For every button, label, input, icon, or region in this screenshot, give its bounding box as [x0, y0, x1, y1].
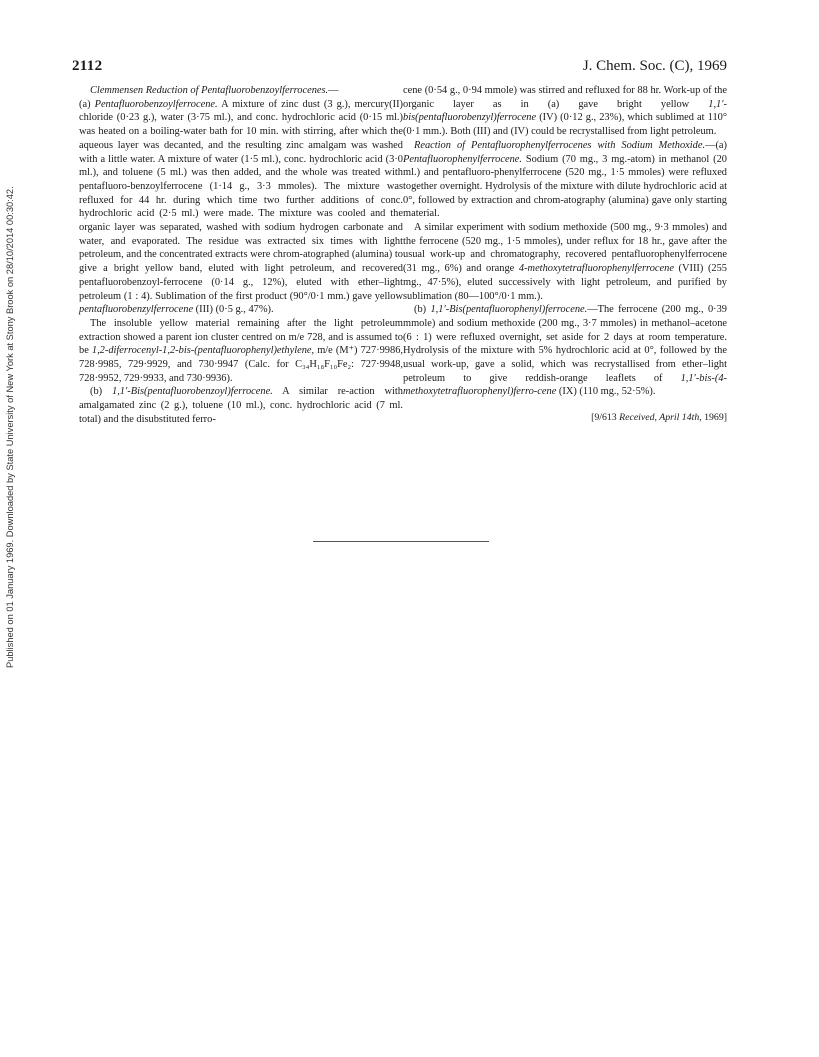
product-name: 4-methoxytetrafluorophenylferrocene: [518, 263, 674, 275]
paragraph-methoxide-a: Reaction of Pentafluorophenylferrocenes with Sodium Methoxide.—(a) Pentafluorophenylferrocene. Sodium (70 mg., 3 mg.-atom) in methanol (20 ml.) and pentafluoro-phenylferrocene (520 mg., 1·5 mmoles) were refluxed together overnight. Hydrolysis of the mixture with dilute hydrochloric acid at 0°, followed by extraction and chrom-atography (alumina) gave only starting material.: [403, 139, 727, 220]
subsection-title: 1,1′-Bis(pentafluorophenyl)ferrocene.: [430, 304, 588, 316]
subsection-title: Pentafluorophenylferrocene.: [403, 153, 522, 165]
end-of-article-rule: [313, 541, 489, 542]
product-name: 1,1′-bis-(4-methoxytetrafluorophenyl)ferro-cene: [403, 372, 727, 398]
provenance-text: Published on 01 January 1969. Downloaded by State University of New York at Stony Brook on 28/10/2014 00:30:42.: [5, 186, 15, 668]
section-title: Clemmensen Reduction of Pentafluorobenzoylferrocenes.: [90, 85, 329, 96]
right-column: [403, 84, 727, 425]
page-number: 2112: [72, 58, 103, 74]
section-title: Reaction of Pentafluorophenylferrocenes with Sodium Methoxide.: [414, 139, 706, 151]
subsection-title: 1,1′-Bis(pentafluorobenzoyl)ferrocene.: [112, 386, 273, 398]
paragraph-methoxide-b: (b) 1,1′-Bis(pentafluorophenyl)ferrocene.—The ferrocene (200 mg., 0·39 mmole) and sodium methoxide (200 mg., 3·7 mmoles) in methanol–acetone (6 : 1) were refluxed overnight, set aside for 2 days at room temperature. Hydrolysis of the mixture with 5% hydrochloric acid at 0°, followed by the usual work-up, gave a solid, which was recrystallised from ether–light petroleum to give reddish-orange leaflets of 1,1′-bis-(4-methoxytetrafluorophenyl)ferro-cene (IX) (110 mg., 52·5%).: [403, 304, 727, 398]
paragraph-clemmensen-a: Clemmensen Reduction of Pentafluorobenzoylferrocenes.— (a) Pentafluorobenzoylferrocene. A mixture of zinc dust (3 g.), mercury(II) chloride (0·23 g.), water (3·75 ml.), and conc. hydrochloric acid (0·15 ml.) was heated on a boiling-water bath for 10 min. with stirring, after which the aqueous layer was decanted, and the resulting zinc amalgam was washed with a little water. A mixture of water (1·5 ml.), conc. hydrochloric acid (3·0 ml.), and toluene (5 ml.) was then added, and the whole was treated with pentafluoro-benzoylferrocene (1·14 g., 3·3 mmoles). The mixture was refluxed for 44 hr. during which time two further additions of conc. hydrochloric acid (2·5 ml.) were made. The mixture was cooled and the organic layer was separated, washed with sodium hydrogen carbonate and water, and evaporated. The residue was extracted six times with light petroleum, and the concentrated extracts were chrom-atographed (alumina) to give a bright yellow band, eluted with light petroleum, and recovered pentafluorobenzoyl-ferrocene (0·14 g., 12%), eluted with ether–light petroleum (1 : 4). Sublimation of the first product (90°/0·1 mm.) gave yellow pentafluorobenzylferrocene (III) (0·5 g., 47%).: [79, 85, 403, 316]
product-name: 1,1′-bis(pentafluorobenzyl)ferrocene: [403, 98, 727, 124]
paragraph-clemmensen-b: (b) 1,1′-Bis(pentafluorobenzoyl)ferrocene. A similar re-action with amalgamated zinc (2 g.), toluene (10 ml.), conc. hydrochloric acid (7 ml. total) and the disubstituted ferro-: [79, 386, 403, 425]
provenance-sidebar: [4, 128, 16, 668]
paragraph-similar-experiment: A similar experiment with sodium methoxide (500 mg., 9·3 mmoles) and the ferrocene (520 mg., 1·5 mmoles), under reflux for 18 hr., gave after the usual work-up and chromatography, recovered pentafluorophenylferrocene (31 mg., 6%) and orange 4-methoxytetrafluorophenylferrocene (VIII) (255 mg., 47·5%), eluted successively with light petroleum, and purified by sublimation (80—100°/0·1 mm.).: [403, 222, 727, 302]
subsection-title: Pentafluorobenzoylferrocene.: [94, 98, 218, 110]
product-name: pentafluorobenzylferrocene: [79, 304, 194, 316]
received-date: [9/613 Received, April 14th, 1969]: [591, 412, 727, 424]
left-column: [79, 84, 403, 427]
paragraph-continuation: cene (0·54 g., 0·94 mmole) was stirred and refluxed for 88 hr. Work-up of the organic layer as in (a) gave bright yellow 1,1′-bis(pentafluorobenzyl)ferrocene (IV) (0·12 g., 23%), which sublimed at 110° (0·1 mm.). Both (III) and (IV) could be recrystallised from light petroleum.: [403, 85, 727, 138]
compound-name: 1,2-diferrocenyl-1,2-bis-(pentafluorophenyl)ethylene: [91, 345, 312, 357]
journal-running-head: J. Chem. Soc. (C), 1969: [582, 58, 727, 74]
paragraph-insoluble-material: The insoluble yellow material remaining after the light petroleum extraction showed a parent ion cluster centred on m/e 728, and is assumed to be 1,2-diferrocenyl-1,2-bis-(pentafluorophenyl)ethylene, m/e (M⁺) 727·9986, 728·9985, 729·9929, and 730·9947 (Calc. for C₃₄H₁₈F₁₀Fe₂: 727·9948, 728·9952, 729·9933, and 730·9936).: [79, 317, 403, 384]
